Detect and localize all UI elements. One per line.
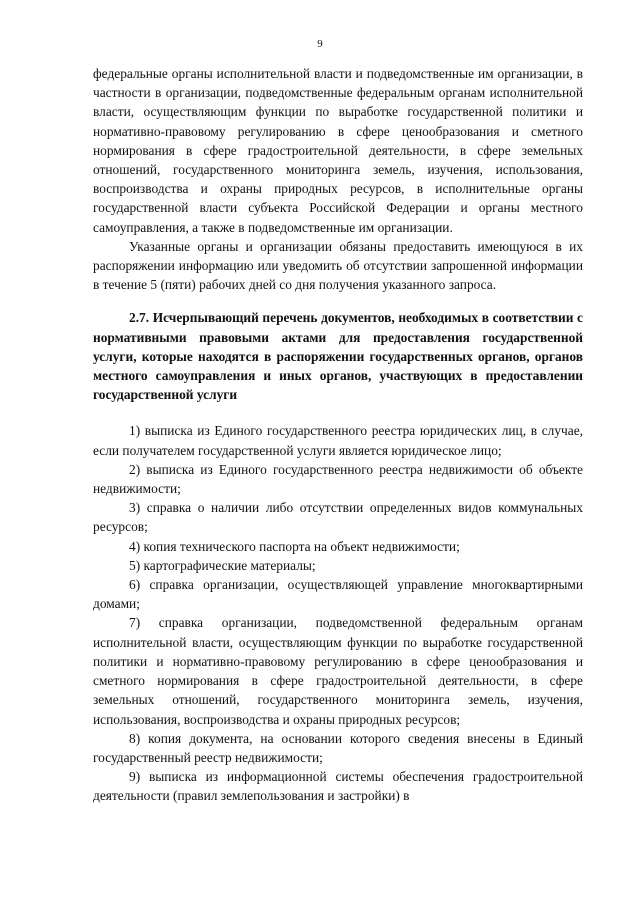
list-item: 1) выписка из Единого государственного реестра юридических лиц, в случае, если получателем государственной услуги является юридическое лицо;: [93, 423, 583, 458]
list-item: 4) копия технического паспорта на объект недвижимости;: [129, 538, 460, 554]
section-heading-2-7: 2.7. Исчерпывающий перечень документов, необходимых в соответствии с нормативными правовыми актами для предоставления государственной услуги, которые находятся в распоряжении государственных органов, органов местного самоуправления и иных органов, участвующих в предоставлении государственной услуги: [93, 310, 583, 403]
list-item: 7) справка организации, подведомственной федеральным органам исполнительной власти, осуществляющим функции по выработке государственной политики и нормативно-правовому регулированию в сфере ценообразования и сметного нормирования в сфере градостроительной деятельности, в сфере земельных отношений, государственного мониторинга земель, изучения, использования, воспроизводства и охраны природных ресурсов;: [93, 615, 583, 727]
list-item: 8) копия документа, на основании которого сведения внесены в Единый государственный реестр недвижимости;: [93, 730, 583, 765]
list-item: 9) выписка из информационной системы обеспечения градостроительной деятельности (правил землепользования и застройки) в: [93, 769, 583, 804]
list-item: 6) справка организации, осуществляющей управление многоквартирными домами;: [93, 577, 583, 612]
page-number: 9: [317, 38, 323, 50]
document-body: [93, 64, 583, 806]
list-item: 3) справка о наличии либо отсутствии определенных видов коммунальных ресурсов;: [93, 500, 583, 535]
list-item: 5) картографические материалы;: [129, 557, 316, 573]
paragraph-agencies: федеральные органы исполнительной власти и подведомственные им организации, в частности в организации, подведомственные федеральным органам исполнительной власти, осуществляющим функции по выработке государственной политики и нормативно-правовому регулированию в сфере ценообразования и сметного нормирования в сфере градостроительной деятельности, в сфере земельных отношений, государственного мониторинга земель, изучения, использования, воспроизводства и охраны природных ресурсов, в исполнительные органы государственной власти субъекта Российской Федерации и органы местного самоуправления, а также в подведомственные им организации.: [93, 66, 583, 235]
paragraph-obligation: Указанные органы и организации обязаны предоставить имеющуюся в их распоряжении информацию или уведомить об отсутствии запрошенной информации в течение 5 (пяти) рабочих дней со дня получения указанного запроса.: [93, 238, 583, 293]
list-item: 2) выписка из Единого государственного реестра недвижимости об объекте недвижимости;: [93, 461, 583, 497]
